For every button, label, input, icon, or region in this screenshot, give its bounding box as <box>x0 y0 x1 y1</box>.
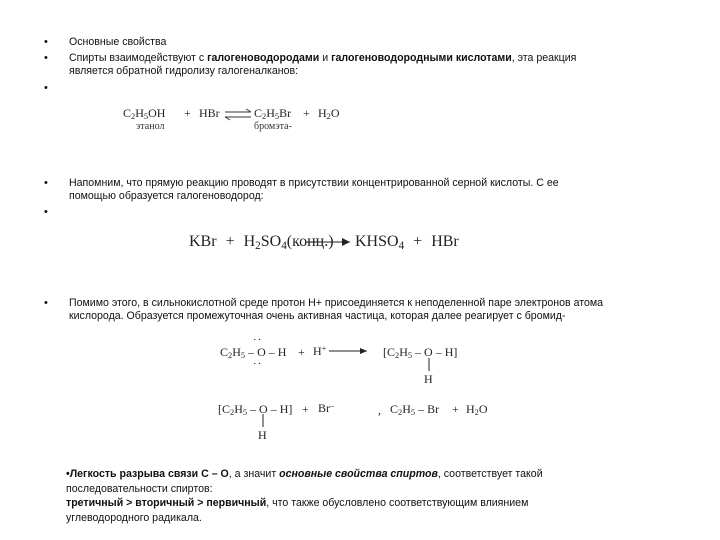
eq3-lone-pair-bottom: ·· <box>253 358 263 370</box>
label-bromoethane: бромэта- <box>254 121 292 132</box>
eq3-h-below: H <box>424 372 433 386</box>
bullet-5: • <box>44 206 48 218</box>
final-text-1: , а значит <box>228 468 280 480</box>
equilibrium-arrow-icon <box>224 108 252 122</box>
eq4-bromoethane: $C_2H_5$ – Br <box>390 402 440 418</box>
eq3-oxonium: [$C_2H_5$ – O – H] <box>383 345 458 361</box>
p1-text-post: , эта реакция <box>511 52 577 64</box>
eq3-ethanol: $C_2H_5$ – O – H <box>220 345 287 361</box>
p1-bold-1: галогеноводородами <box>207 52 320 64</box>
bullet-1: • <box>44 36 48 48</box>
eq3-plus: + <box>298 345 305 359</box>
label-ethanol: этанол <box>136 121 165 132</box>
bullet-3: • <box>44 82 48 94</box>
p2-text-a: Напомним, что прямую реакцию проводят в присутствии концентрированной серной кислоты. С ее <box>69 177 559 189</box>
eq1-hbr: HBr <box>199 106 220 120</box>
p1-bold-2: галогеноводородными кислотами <box>331 52 512 64</box>
p3-text-a: Помимо этого, в сильнокислотной среде протон Н+ присоединяется к неподеленной паре электронов атома <box>69 297 604 309</box>
eq4-oxonium: [$C_2H_5$ – O – H] <box>218 402 293 418</box>
final-bold-2: третичный > вторичный > первичный <box>66 497 267 509</box>
eq1-plus-2: + <box>303 106 310 120</box>
eq4-plus: + <box>302 402 309 416</box>
final-text-2: , соответствует такой <box>437 468 543 480</box>
eq4-arrow-icon <box>340 405 376 415</box>
paragraph-3 <box>69 297 681 323</box>
p1-text-mid: и <box>319 52 332 64</box>
final-bold-1: •Легкость разрыва связи С – О <box>66 468 229 480</box>
bullet-4: • <box>44 177 48 189</box>
eq4-comma: , <box>378 403 381 417</box>
final-line-2: последовательности спиртов: <box>66 482 213 495</box>
final-bold-italic: основные свойства спиртов <box>279 468 438 480</box>
bullet-2: • <box>44 52 48 64</box>
eq4-h-below: H <box>258 428 267 442</box>
final-line-4: углеводородного радикала. <box>66 511 202 524</box>
p3-text-b: кислорода. Образуется промежуточная очень активная частица, которая далее реагирует с бромид- <box>69 310 566 322</box>
reaction-arrow-icon <box>306 236 352 248</box>
p1-text-b: является обратной гидролизу галогеналканов: <box>69 65 299 77</box>
paragraph-1 <box>69 52 681 78</box>
equation-2: KBr + $H_2SO_4(конц.)$ <box>189 233 334 252</box>
eq1-product-1: $C_2H_5Br$ <box>254 106 292 122</box>
eq4-bromide: Br– <box>318 401 335 416</box>
eq3-proton: H+ <box>313 344 327 359</box>
section-title: Основные свойства <box>69 36 167 48</box>
p1-text-a: Спирты взаимодействуют с <box>69 52 208 64</box>
final-text-3: , что также обусловлено соответствующим влиянием <box>266 497 529 509</box>
eq2-products: $KHSO_4$ + HBr <box>355 233 459 252</box>
eq1-plus-1: + <box>184 106 191 120</box>
eq3-lone-pair-top: ·· <box>253 334 263 346</box>
equation-1: $C_2H_5OH$ <box>123 106 166 122</box>
bullet-6: • <box>44 297 48 309</box>
eq3-arrow-icon <box>329 346 369 356</box>
eq3-bond-line <box>427 358 431 372</box>
conclusion-paragraph <box>66 467 666 525</box>
eq1-water: $H_2O$ <box>318 106 340 122</box>
eq4-water: $H_2O$ <box>466 402 488 418</box>
eq4-plus-2: + <box>452 402 459 416</box>
paragraph-2 <box>69 177 681 203</box>
p2-text-b: помощью образуется галогеноводород: <box>69 190 264 202</box>
eq4-bond-line <box>261 414 265 428</box>
